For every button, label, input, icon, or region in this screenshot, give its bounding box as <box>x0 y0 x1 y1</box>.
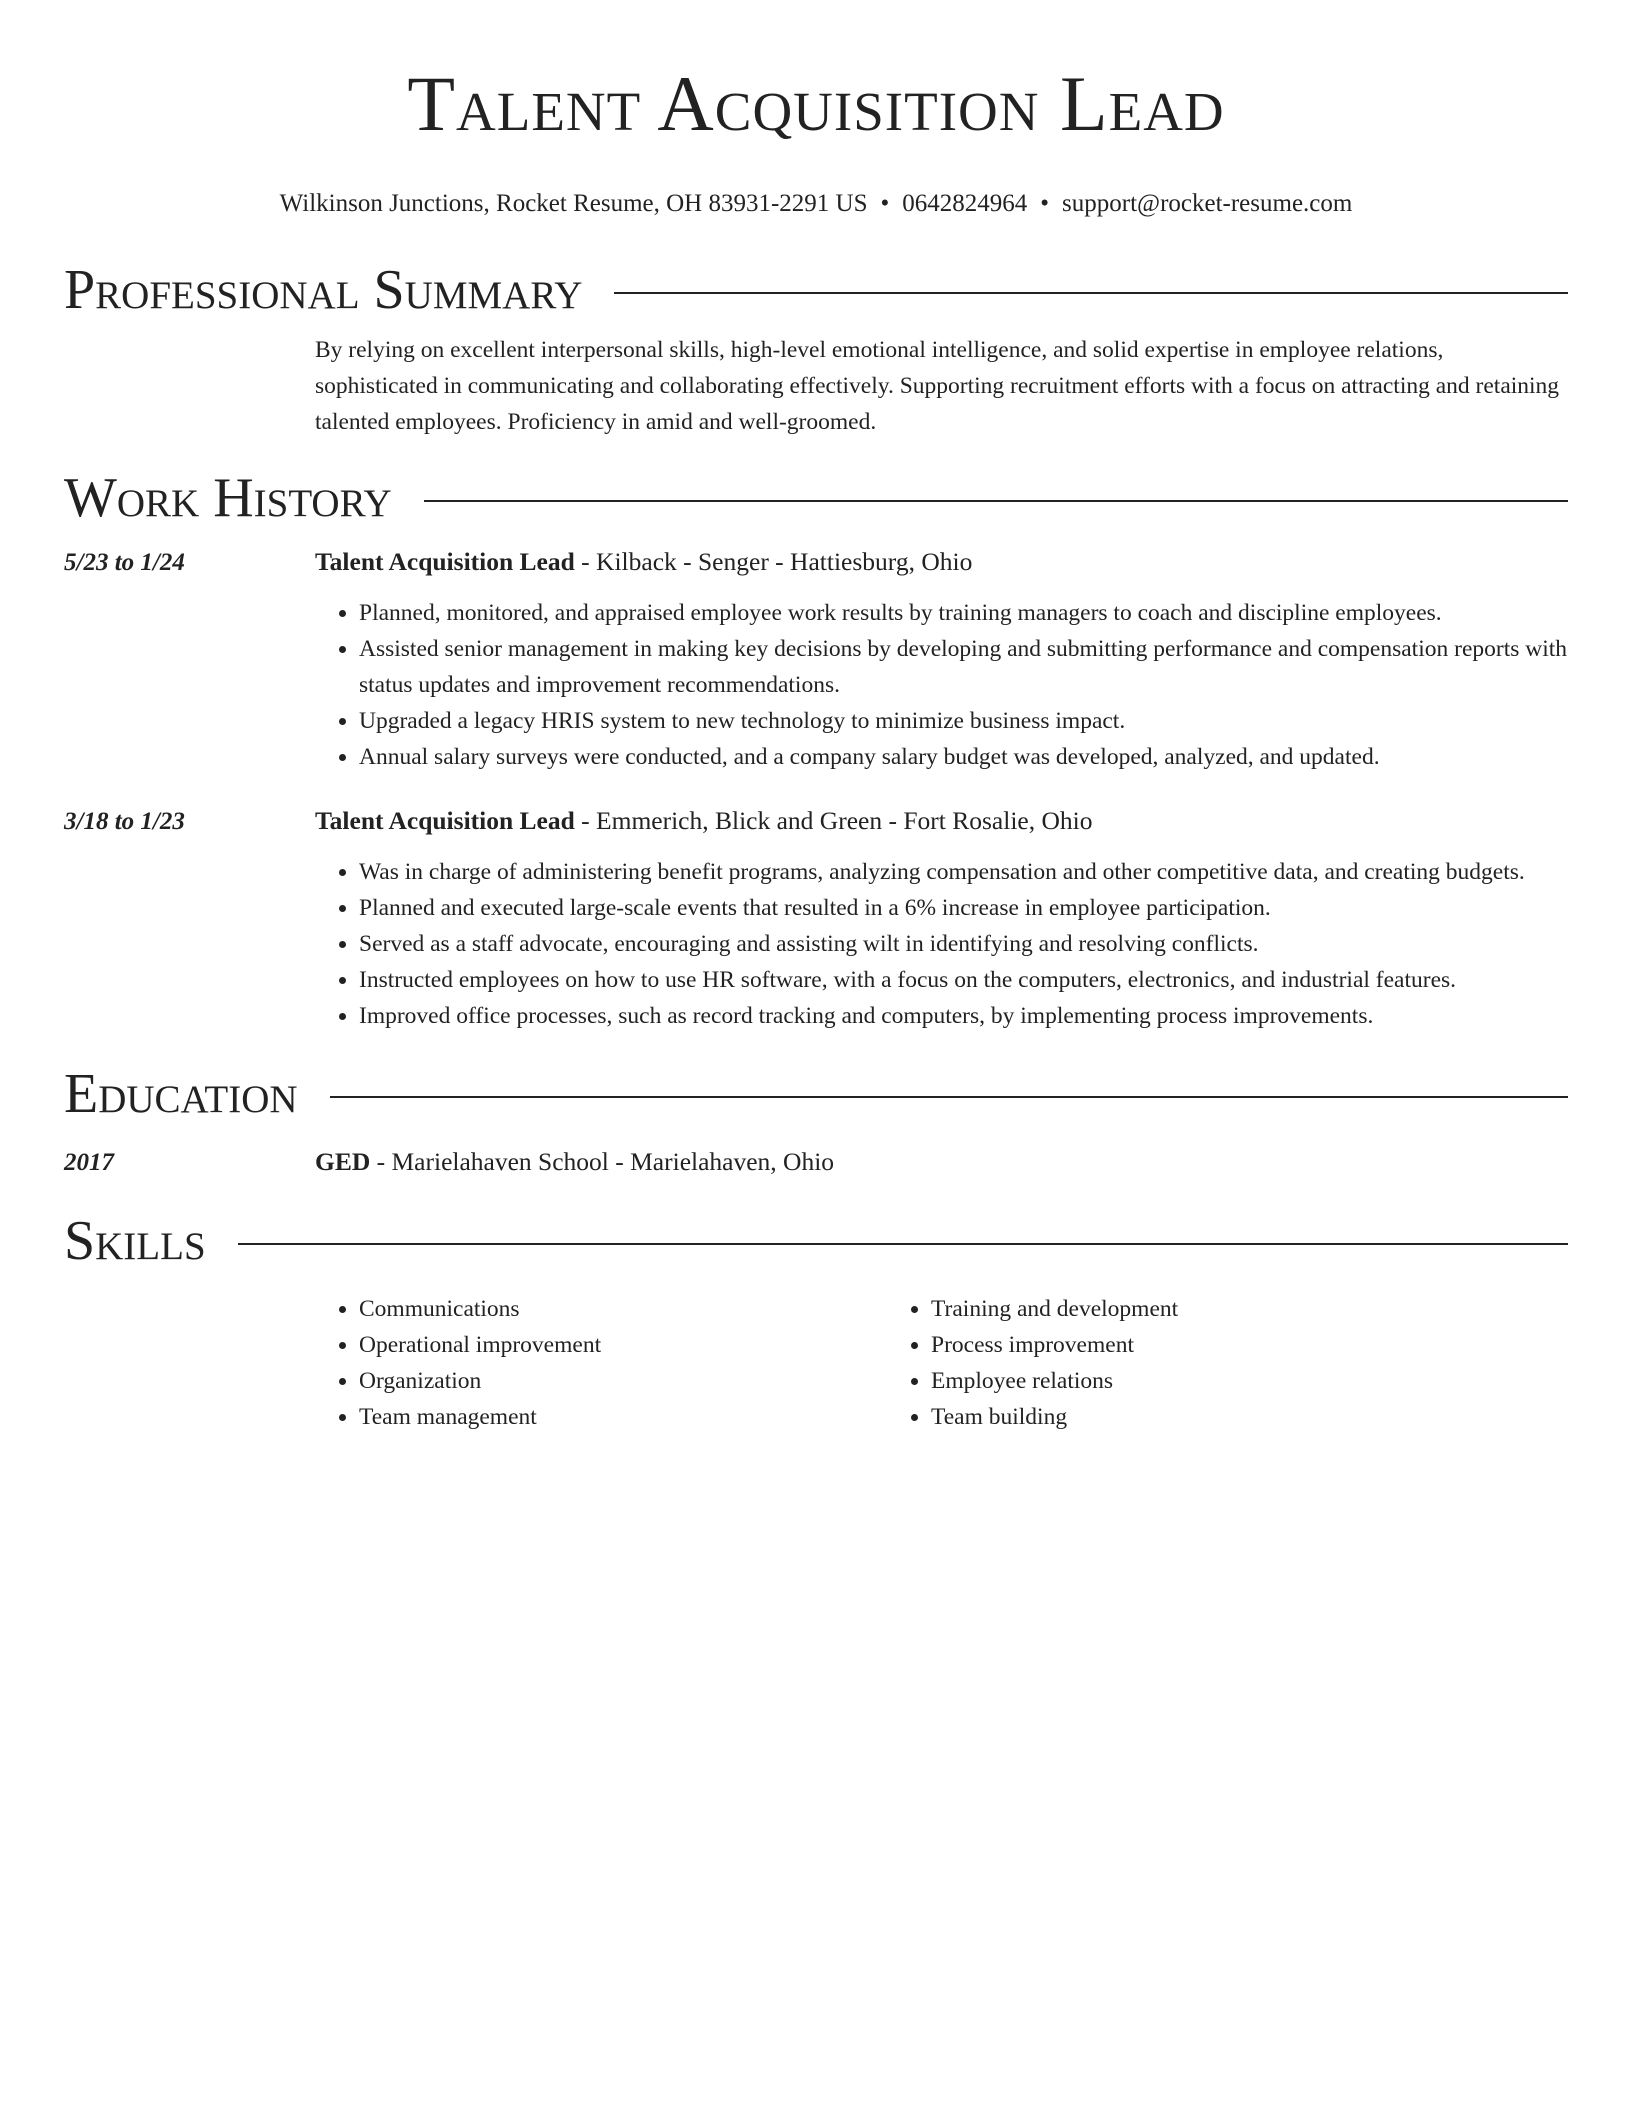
skill-item: • Organization <box>359 1363 887 1399</box>
job-bullet: • Planned and executed large-scale events that resulted in a 6% increase in employee participation. <box>359 890 1568 926</box>
job-bullet: • Instructed employees on how to use HR software, with a focus on the computers, electronics, and industrial features. <box>359 962 1568 998</box>
skill-item: • Team management <box>359 1399 887 1435</box>
skill-item: • Process improvement <box>931 1327 1459 1363</box>
skills-section <box>64 1211 1568 1435</box>
education-degree: GED <box>315 1147 371 1176</box>
education-year: 2017 <box>64 1149 114 1176</box>
work-heading-row <box>64 468 1568 528</box>
job-bullet: • Assisted senior management in making key decisions by developing and submitting performance and compensation reports with status updates and improvement recommendations. <box>359 631 1568 703</box>
skills-grid <box>315 1291 1568 1435</box>
contact-phone: 0642824964 <box>902 190 1028 217</box>
education-school-location: - Marielahaven School - Marielahaven, Ohio <box>370 1147 835 1176</box>
contact-email[interactable]: support@rocket-resume.com <box>1062 190 1353 217</box>
job-header <box>64 544 1568 581</box>
section-divider <box>424 500 1568 502</box>
job-entry <box>64 544 1568 775</box>
skills-heading-row <box>64 1211 1568 1271</box>
skill-item: • Communications <box>359 1291 887 1327</box>
contact-separator: • <box>1040 190 1050 217</box>
job-title: Talent Acquisition Lead <box>315 547 575 576</box>
work-history-section <box>64 468 1568 1034</box>
summary-text: By relying on excellent interpersonal skills, high-level emotional intelligence, and solid expertise in employee relations, sophisticated in communicating and collaborating effectively. Supporting recruitment efforts with a focus on attracting and retaining talented employees. Proficiency in amid and well-groomed. <box>315 337 1560 435</box>
skill-item: • Employee relations <box>931 1363 1459 1399</box>
job-bullet: • Annual salary surveys were conducted, and a company salary budget was developed, analyzed, and updated. <box>359 739 1568 775</box>
job-entry <box>64 803 1568 1034</box>
skills-column-left <box>315 1291 887 1435</box>
summary-heading-row <box>64 260 1568 320</box>
contact-address: Wilkinson Junctions, Rocket Resume, OH 83931-2291 US <box>279 190 868 217</box>
job-title: Talent Acquisition Lead <box>315 806 575 835</box>
job-bullets <box>315 854 1568 1034</box>
job-employer-location: - Kilback - Senger - Hattiesburg, Ohio <box>574 547 973 576</box>
section-divider <box>330 1096 1568 1098</box>
work-history-heading: Work History <box>64 467 392 529</box>
job-bullet: • Planned, monitored, and appraised employee work results by training managers to coach and discipline employees. <box>359 595 1568 631</box>
resume-title: Talent Acquisition Lead <box>407 60 1225 147</box>
skills-column-right <box>887 1291 1459 1435</box>
job-heading <box>315 544 972 580</box>
section-divider <box>238 1243 1568 1245</box>
job-bullets <box>315 595 1568 775</box>
job-bullet: • Was in charge of administering benefit programs, analyzing compensation and other competitive data, and creating budgets. <box>359 854 1568 890</box>
job-employer-location: - Emmerich, Blick and Green - Fort Rosalie, Ohio <box>574 806 1093 835</box>
job-bullet: • Served as a staff advocate, encouraging and assisting wilt in identifying and resolving conflicts. <box>359 926 1568 962</box>
education-heading-row <box>64 1064 1568 1124</box>
summary-heading: Professional Summary <box>64 259 583 321</box>
job-dates: 3/18 to 1/23 <box>64 808 185 835</box>
education-section <box>64 1064 1568 1181</box>
skills-heading: Skills <box>64 1210 206 1272</box>
job-bullets-wrap <box>315 854 1568 1034</box>
education-heading-line <box>315 1144 834 1180</box>
contact-line <box>64 188 1568 220</box>
job-bullets-wrap <box>315 595 1568 775</box>
job-dates: 5/23 to 1/24 <box>64 549 185 576</box>
education-heading: Education <box>64 1063 298 1125</box>
skill-item: • Operational improvement <box>359 1327 887 1363</box>
job-bullet: • Upgraded a legacy HRIS system to new technology to minimize business impact. <box>359 703 1568 739</box>
education-entry <box>64 1144 1568 1181</box>
section-divider <box>614 292 1568 294</box>
skill-item: • Training and development <box>931 1291 1459 1327</box>
skill-item: • Team building <box>931 1399 1459 1435</box>
job-header <box>64 803 1568 840</box>
job-bullet: • Improved office processes, such as record tracking and computers, by implementing process improvements. <box>359 998 1568 1034</box>
summary-section <box>64 260 1568 440</box>
job-heading <box>315 803 1092 839</box>
contact-separator: • <box>880 190 890 217</box>
